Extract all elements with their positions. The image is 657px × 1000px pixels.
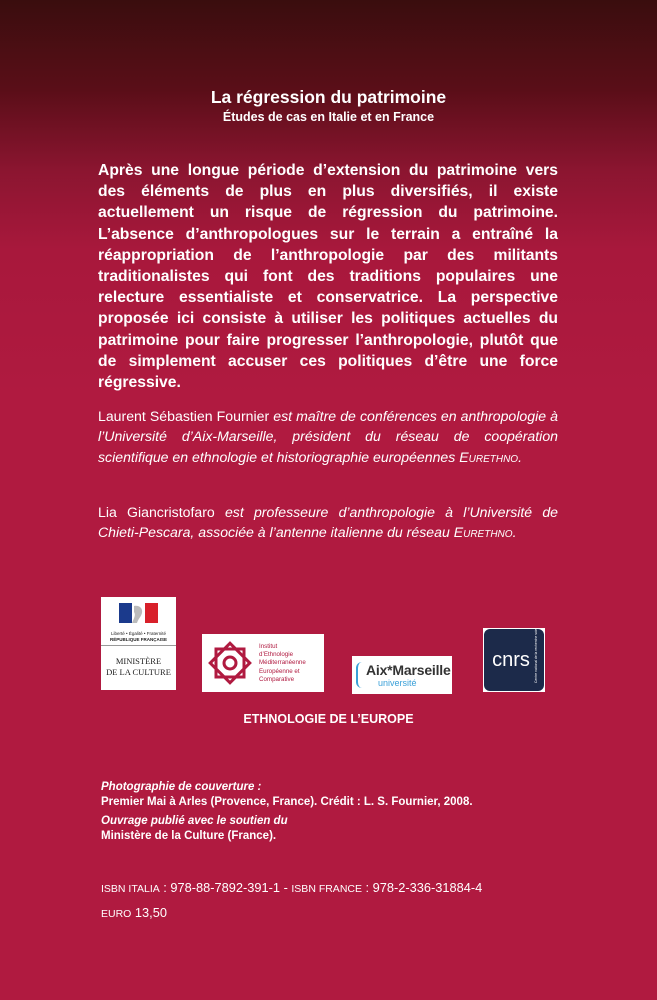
iem-line: Européenne et: [259, 667, 300, 675]
author-description: est maître de conférences en anthropologie à l’Université d’Aix-Marseille, président du réseau de coopération scientifique en ethnologie et historiographie européennes: [98, 408, 558, 465]
book-title: La régression du patrimoine: [210, 87, 447, 107]
ministry-line1: MINISTÈRE: [115, 656, 162, 666]
author-bio-giancristofaro: Lia Giancristofaro est professeure d’anthropologie à l’Université de Chieti-Pescara, associée à l’antenne italienne du réseau Eurethno.: [98, 504, 559, 541]
amu-bracket-icon: [356, 662, 362, 688]
abstract-paragraph: Après une longue période d’extension du patrimoine vers des éléments de plus en plus diversifiés, il existe actuellement un risque de régression du patrimoine. L’absence d’anthropologues sur le terrain a entraîné la réappropriation de l’anthropologie par des militants traditionalistes qui font des traditions populaires une relecture essentialiste et conservatrice. La perspective proposée ici consiste à utiliser les politiques actuelles du patrimoine pour faire progresser l’anthropologie, plutôt que de simplement accuser ces politiques d’être une force régressive.: [98, 162, 558, 392]
star-knot-icon: [202, 634, 258, 692]
price-value: 13,50: [134, 905, 167, 920]
book-subtitle: Études de cas en Italie et en France: [222, 110, 435, 124]
rf-name: RÉPUBLIQUE FRANÇAISE: [109, 637, 167, 642]
isbn-france-value: 978-2-336-31884-4: [372, 880, 483, 895]
support-label: Ouvrage publié avec le soutien du: [101, 815, 288, 827]
ministere-culture-logo: [101, 597, 176, 690]
author-description: est professeure d’anthropologie à l’Université de Chieti-Pescara, associée à l’antenne italienne du réseau: [98, 504, 559, 541]
cnrs-logo: [483, 628, 545, 692]
network-name: Eurethno: [453, 524, 513, 541]
rf-motto: Liberté • Égalité • Fraternité: [111, 631, 166, 636]
support-text: Ministère de la Culture (France).: [101, 830, 277, 842]
iem-line: Institut: [259, 643, 278, 650]
isbn-line: ISBN ITALIA : 978-88-7892-391-1 - ISBN FRANCE : 978-2-336-31884-4: [101, 880, 483, 895]
isbn-italia-value: 978-88-7892-391-1: [170, 880, 280, 895]
iem-line: Méditerranéenne: [259, 659, 306, 667]
ministry-line2: DE LA CULTURE: [106, 667, 171, 677]
photo-credit-text: Premier Mai à Arles (Provence, France). Crédit : L. S. Fournier, 2008.: [101, 796, 473, 808]
author-name: Laurent Sébastien Fournier: [98, 408, 270, 424]
price-line: [101, 905, 167, 920]
amu-line2: université: [378, 678, 417, 688]
price-label: EURO: [101, 908, 132, 920]
author-name: Lia Giancristofaro: [98, 504, 215, 520]
cnrs-badge-icon: [483, 628, 545, 692]
iem-line: Comparative: [259, 675, 295, 683]
cnrs-wordmark: cnrs: [492, 649, 530, 671]
author-bio-fournier: Laurent Sébastien Fournier est maître de conférences en anthropologie à l’Université d’Aix-Marseille, président du réseau de coopération scientifique en ethnologie et historiographie européennes Eurethno.: [98, 408, 558, 465]
amu-line1: Aix*Marseille: [366, 662, 451, 678]
network-name: Eurethno: [459, 448, 519, 465]
photo-credit: [101, 780, 473, 810]
series-name: ETHNOLOGIE DE L’EUROPE: [243, 712, 414, 726]
iem-line: d’Ethnologie: [259, 651, 294, 659]
support-credit: [101, 814, 288, 844]
isbn-france-label: ISBN FRANCE: [291, 883, 362, 895]
iem-logo: [202, 634, 324, 692]
aix-marseille-logo: [352, 656, 452, 694]
cnrs-vertical-text: Centre national de la recherche scientifique: [534, 628, 538, 683]
photo-credit-label: Photographie de couverture :: [101, 781, 262, 793]
isbn-italia-label: ISBN ITALIA: [101, 883, 160, 895]
